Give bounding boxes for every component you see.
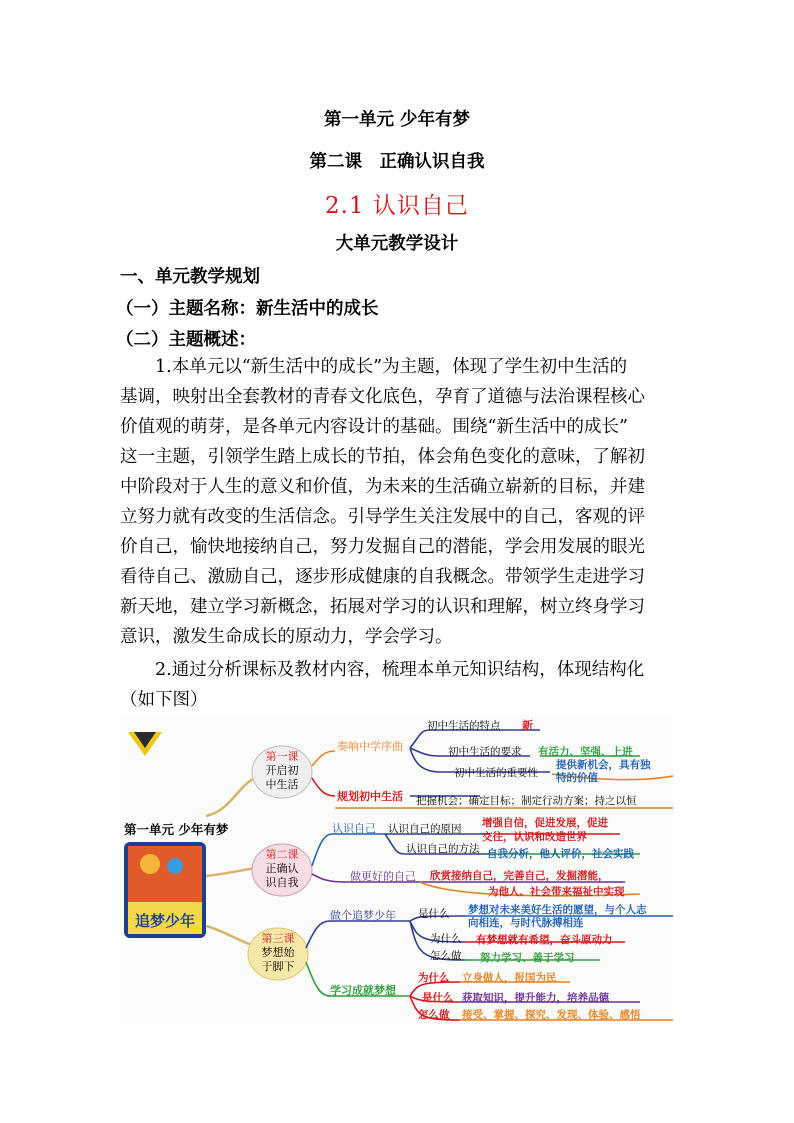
paragraph-line: 基调，映射出全套教材的青春文化底色，孕育了道德与法治课程核心 [120, 387, 645, 407]
heading-unit-plan: 一、单元教学规划 [120, 267, 260, 287]
svg-text:第三课: 第三课 [261, 932, 295, 945]
l2-item: 认识自己的方法 [406, 843, 480, 855]
l1-item: 有活力、坚强、上进 [538, 746, 633, 758]
l1-item: 提供新机会，具有独 [556, 759, 651, 771]
paragraph-line: 2.通过分析课标及教材内容，梳理本单元知识结构，体现结构化 [155, 660, 645, 680]
l2-branch-b: 做更好的自己 [350, 870, 416, 883]
svg-text:中生活: 中生活 [265, 778, 299, 791]
l2-item: 为他人、社会带来福祉中实现 [488, 886, 625, 898]
l2-item: 交往，认识和改造世界 [482, 831, 587, 843]
svg-text:识自我: 识自我 [265, 876, 299, 889]
poster-logo-text: 追梦少年 [134, 912, 196, 930]
paragraph-overview [120, 352, 680, 652]
l3-item: 怎么做 [418, 1009, 450, 1021]
l1-item: 把握机会；确定目标；制定行动方案；持之以恒 [416, 795, 637, 807]
l2-item: 增强自信，促进发展，促进 [482, 817, 608, 829]
heading-theme-overview: （二）主题概述： [116, 330, 256, 350]
l3-item: 向相连，与时代脉搏相连 [468, 917, 584, 929]
paragraph-line: 看待自己、激励自己，逐步形成健康的自我概念。带领学生走进学习 [120, 567, 645, 587]
paragraph-line: 中阶段对于人生的意义和价值，为未来的生活确立崭新的目标，并建 [120, 477, 645, 497]
paragraph-line: （如下图） [120, 690, 208, 710]
svg-text:开启初: 开启初 [265, 764, 299, 777]
svg-text:第二课: 第二课 [265, 848, 299, 861]
paragraph-line: 1.本单元以“新生活中的成长”为主题，体现了学生初中生活的 [155, 357, 628, 377]
svg-text:第一课: 第一课 [265, 750, 299, 763]
l3-branch-b: 学习成就梦想 [330, 984, 396, 997]
l3-item: 怎么做 [430, 950, 462, 962]
paragraph-structure [120, 655, 680, 715]
l3-item: 接受、掌握、探究、发现、体验、感悟 [462, 1009, 641, 1021]
paragraph-line: 立努力就有改变的生活信念。引导学生关注发展中的自己，客观的评 [120, 507, 645, 527]
l1-item: 初中生活的重要性 [454, 767, 538, 779]
lesson1-node [252, 746, 312, 798]
svg-text:梦想始: 梦想始 [261, 946, 295, 959]
svg-text:正确认: 正确认 [265, 862, 299, 875]
l1-branch-b: 规划初中生活 [337, 790, 403, 803]
paragraph-line: 价自己，愉快地接纳自己，努力发掘自己的潜能，学会用发展的眼光 [120, 537, 645, 557]
l2-item: 自我分析，他人评价，社会实践 [487, 848, 634, 860]
heading-theme-name: （一）主题名称：新生活中的成长 [116, 299, 379, 319]
poster-image [124, 842, 206, 938]
lesson2-node [252, 844, 312, 896]
l3-item: 努力学习、善于学习 [480, 952, 575, 964]
paragraph-line: 价值观的萌芽，是各单元内容设计的基础。围绕“新生活中的成长” [120, 417, 628, 437]
paragraph-line: 这一主题，引领学生踏上成长的节拍，体会角色变化的意味，了解初 [120, 447, 645, 467]
knowledge-structure-mindmap [120, 716, 673, 1024]
l3-item: 为什么 [430, 933, 462, 945]
lesson-title: 第二课 正确认识自我 [309, 152, 485, 172]
l3-item: 是什么 [418, 908, 450, 920]
l1-item: 新 [522, 719, 533, 732]
l1-item: 初中生活的特点 [427, 720, 501, 732]
l2-item: 认识自己的原因 [388, 823, 462, 835]
l1-item: 特的价值 [556, 772, 598, 784]
svg-text:于脚下: 于脚下 [261, 960, 295, 973]
l3-branch-a: 做个追梦少年 [330, 909, 396, 922]
mindmap-root: 第一单元 少年有梦 [124, 822, 229, 837]
l1-item: 初中生活的要求 [448, 746, 522, 758]
paragraph-line: 意识，激发生命成长的原动力，学会学习。 [120, 627, 453, 647]
lesson3-node [248, 928, 308, 980]
l1-branch-a: 奏响中学序曲 [337, 740, 403, 753]
design-title: 大单元教学设计 [335, 234, 459, 254]
l3-item: 为什么 [418, 972, 450, 984]
l3-item: 有梦想就有希望，奋斗原动力 [476, 934, 613, 946]
l2-branch-a: 认识自己 [332, 822, 376, 835]
l2-item: 欣赏接纳自己，完善自己，发掘潜能， [430, 870, 609, 882]
corner-logo-icon [128, 732, 162, 756]
l3-item: 是什么 [422, 992, 454, 1004]
unit-title: 第一单元 少年有梦 [323, 110, 471, 130]
l3-item: 立身做人，报国为民 [462, 972, 557, 984]
paragraph-line: 新天地，建立学习新概念，拓展对学习的认识和理解，树立终身学习 [120, 597, 645, 617]
l3-item: 梦想对未来美好生活的愿望，与个人志 [468, 904, 647, 916]
l3-item: 获取知识，提升能力，培养品德 [462, 992, 609, 1004]
section-title: 2.1 认识自己 [325, 193, 469, 219]
